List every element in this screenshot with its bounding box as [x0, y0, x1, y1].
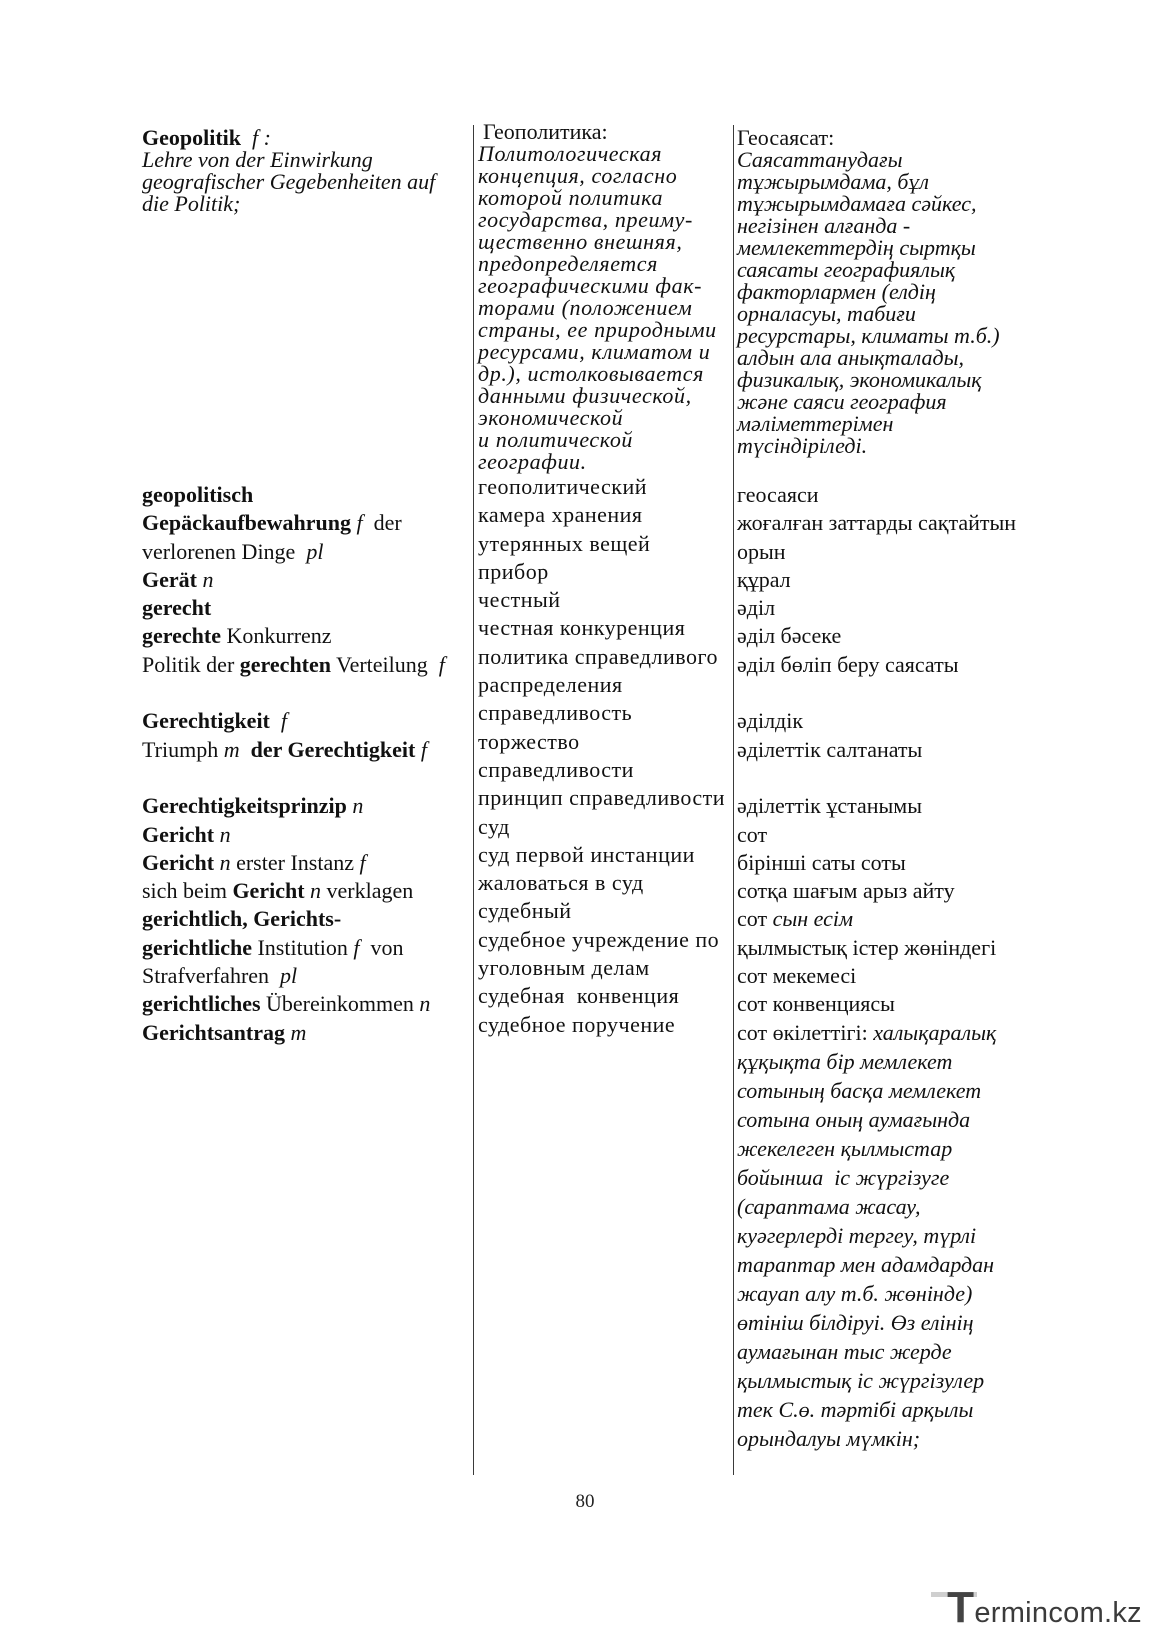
- ru-definition-line: [478, 297, 717, 319]
- italic-text: pl: [274, 963, 298, 989]
- de-term-line: [142, 622, 445, 650]
- de-term-line: [142, 990, 445, 1018]
- line-text: предопределяется: [478, 251, 658, 276]
- italic-text: m: [284, 1019, 307, 1045]
- plain-text: сот: [737, 906, 768, 932]
- kk-definition-line: [737, 215, 1000, 237]
- line-text: суд первой инстанции: [478, 841, 695, 867]
- italic-text: f: [433, 651, 445, 677]
- kk-translation-line: [737, 566, 1016, 594]
- ru-translation-line: [478, 586, 725, 614]
- column-divider-ru-kk: [733, 125, 734, 1475]
- plain-text: verlorenen Dinge: [142, 538, 301, 564]
- italic-text: f: [353, 934, 360, 960]
- de-term-line: [142, 481, 445, 509]
- ru-definition-line: [478, 231, 717, 253]
- line-text: сот: [737, 821, 768, 847]
- bold-term: gerichtliches: [142, 991, 261, 1017]
- line-text: прибор: [478, 558, 549, 584]
- italic-text: f: [359, 849, 366, 875]
- kk-translation-line: [737, 1279, 1016, 1308]
- line-text: др.), истолковывается: [478, 361, 704, 386]
- kk-translation-line: [737, 1076, 1016, 1105]
- ru-translation-line: [478, 784, 725, 812]
- line-text: торжество: [478, 728, 580, 754]
- bold-term: gerichtlich, Gerichts-: [142, 906, 342, 932]
- line-text: Lehre von der Einwirkung: [142, 147, 373, 172]
- kk-translation-line: [737, 594, 1016, 622]
- line-text: геосаяси: [737, 482, 819, 507]
- de-term-line: [142, 594, 445, 622]
- ru-definition-line: [478, 187, 717, 209]
- italic-text: n: [346, 793, 364, 819]
- bold-term: gerecht: [142, 595, 212, 621]
- italic-text: қылмыстық іс жүргізулер: [737, 1367, 985, 1393]
- bold-term: Gericht: [142, 821, 215, 847]
- plain-text: Institution: [251, 934, 354, 960]
- de-term-line: [142, 934, 445, 962]
- kk-translation-line: [737, 1163, 1016, 1192]
- kk-translation-line: [737, 849, 1016, 877]
- kk-translation-line: [737, 651, 1016, 679]
- kk-translation-line: [737, 1424, 1016, 1453]
- plain-text: sich beim: [142, 878, 233, 904]
- logo-wordmark: Termincom.kz: [947, 1583, 1142, 1632]
- italic-text: f: [269, 708, 288, 734]
- line-text: сот конвенциясы: [737, 991, 895, 1017]
- ru-translation-line: [478, 897, 725, 925]
- line-text: құрал: [737, 566, 791, 592]
- de-definition-line: [142, 193, 435, 215]
- bold-term: Gerichtsantrag: [142, 1019, 285, 1045]
- bold-term: Gerechtigkeitsprinzip: [142, 793, 347, 819]
- kk-translation-line: [737, 877, 1016, 905]
- line-text: честная конкуренция: [478, 615, 686, 641]
- kk-definition-line: [737, 369, 1000, 391]
- bold-term: Gerechtigkeit: [142, 708, 270, 734]
- line-text: которой политика: [478, 185, 664, 210]
- line-text: сотқа шағым арыз айту: [737, 878, 955, 904]
- de-term-line: [142, 792, 445, 820]
- bold-term: Gepäckaufbewahrung: [142, 510, 352, 536]
- line-text: ресурстары, климаты т.б.): [737, 323, 1000, 348]
- line-text: алдын ала анықталады,: [737, 345, 965, 370]
- de-terms-column: [142, 481, 445, 1047]
- kk-definition-line: [737, 391, 1000, 413]
- italic-text: f: [415, 736, 427, 762]
- de-term-line: [142, 651, 445, 679]
- kk-translation-line: [737, 622, 1016, 650]
- italic-text: орындалуы мүмкін;: [737, 1425, 921, 1451]
- line-text: данными физической,: [478, 383, 692, 408]
- line-text: тұжырымдама, бұл: [737, 169, 930, 194]
- de-term-line: [142, 905, 445, 933]
- bold-term: gerechte: [142, 623, 221, 649]
- line-text: судебное поручение: [478, 1011, 676, 1037]
- kk-translation-line: [737, 1019, 1016, 1047]
- line-text: сот мекемесі: [737, 963, 857, 989]
- kk-translation-line: [737, 1192, 1016, 1221]
- line-text: утерянных вещей: [478, 530, 651, 556]
- line-text: честный: [478, 587, 561, 613]
- italic-text: n: [304, 878, 322, 904]
- kk-translation-line: [737, 990, 1016, 1018]
- line-text: Саясаттанудағы: [737, 147, 903, 172]
- kk-translation-line: [737, 764, 1016, 792]
- line-text: справедливость: [478, 700, 633, 726]
- line-text: жоғалған заттарды сақтайтын: [737, 510, 1017, 536]
- line-text: щественно внешняя,: [478, 229, 683, 254]
- bold-term: gerechten: [239, 651, 332, 677]
- line-text: die Politik;: [142, 191, 241, 216]
- italic-text: n: [214, 821, 231, 847]
- italic-text: аумағынан тыс жерде: [737, 1338, 952, 1364]
- kk-translations-column: [737, 481, 1016, 1453]
- italic-text: өтініш білдіруі. Өз елінің: [737, 1309, 974, 1335]
- line-text: орналасуы, табиғи: [737, 301, 916, 326]
- de-term-line: [142, 962, 445, 990]
- ru-translation-line: [478, 1011, 725, 1039]
- italic-text: pl: [300, 538, 324, 564]
- italic-text: тараптар мен адамдардан: [737, 1251, 995, 1277]
- bold-term: Gerät: [142, 566, 197, 592]
- line-text: принцип справедливости: [478, 785, 726, 811]
- de-term-line: [142, 849, 445, 877]
- bold-term: der Gerechtigkeit: [239, 736, 416, 762]
- line-text: орын: [737, 538, 786, 564]
- italic-text: (сараптама жасау,: [737, 1193, 921, 1219]
- column-divider-de-ru: [473, 125, 474, 1475]
- termincom-logo: [947, 1583, 1142, 1633]
- line-text: әділ бәсеке: [737, 623, 842, 649]
- ru-definition-line: [478, 451, 717, 473]
- de-term-line: [142, 509, 445, 537]
- ru-translation-line: [478, 926, 725, 954]
- line-text: суд: [478, 813, 510, 839]
- italic-text: жекелеген қылмыстар: [737, 1135, 953, 1161]
- line-text: государства, преиму-: [478, 207, 693, 232]
- kk-definition: [737, 149, 1000, 457]
- italic-text: сын есім: [767, 906, 854, 932]
- ru-translation-line: [478, 558, 725, 586]
- kk-translation-line: [737, 1366, 1016, 1395]
- line-text: географии.: [478, 449, 587, 474]
- ru-translation-line: [478, 982, 725, 1010]
- ru-translation-line: [478, 841, 725, 869]
- kk-translation-line: [737, 1308, 1016, 1337]
- kk-translation-line: [737, 679, 1016, 707]
- kk-headword: Геосаясат:: [737, 125, 835, 150]
- kk-definition-line: [737, 281, 1000, 303]
- line-text: страны, ее природными: [478, 317, 717, 342]
- line-text: судебная конвенция: [478, 983, 680, 1009]
- kk-translation-line: [737, 538, 1016, 566]
- kk-translation-line: [737, 905, 1016, 933]
- line-text: тұжырымдамаға сәйкес,: [737, 191, 977, 216]
- kk-definition-line: [737, 149, 1000, 171]
- bold-term: Gericht: [142, 849, 215, 875]
- line-text: политика справедливого: [478, 643, 718, 669]
- italic-text: m: [223, 736, 240, 762]
- ru-translation-line: [478, 671, 725, 699]
- ru-definition-line: [478, 385, 717, 407]
- de-term-line: [142, 538, 445, 566]
- de-term-line: [142, 566, 445, 594]
- plain-text: verklagen: [321, 878, 414, 904]
- kk-translation-line: [737, 1337, 1016, 1366]
- kk-translation-line: [737, 1134, 1016, 1163]
- ru-translation-line: [478, 643, 725, 671]
- de-term-line: [142, 764, 445, 792]
- line-text: әділ бөліп беру саясаты: [737, 651, 959, 677]
- line-text: әділ: [737, 595, 776, 621]
- ru-definition-line: [478, 253, 717, 275]
- line-text: распределения: [478, 672, 623, 698]
- ru-definition-line: [478, 341, 717, 363]
- kk-definition-line: [737, 325, 1000, 347]
- ru-headword: Геополитика:: [483, 119, 608, 144]
- line-text: мәліметтерімен: [737, 411, 894, 436]
- ru-translation-line: [478, 501, 725, 529]
- kk-definition-line: [737, 303, 1000, 325]
- de-headword-line: [142, 127, 435, 149]
- kk-translation-line: [737, 509, 1016, 537]
- line-text: қылмыстық істер жөніндегі: [737, 934, 997, 960]
- line-text: судебный: [478, 898, 572, 924]
- ru-translation-line: [478, 614, 725, 642]
- kk-translation-line: [737, 821, 1016, 849]
- italic-text: n: [196, 566, 214, 592]
- line-text: географическими фак-: [478, 273, 703, 298]
- italic-text: жауап алу т.б. жөнінде): [737, 1280, 973, 1306]
- line-text: негізінен алғанда -: [737, 213, 911, 238]
- ru-translations-column: [478, 473, 725, 1039]
- ru-translation-line: [478, 699, 725, 727]
- plain-text: сот өкілеттігі:: [737, 1019, 874, 1045]
- ru-definition-line: [478, 209, 717, 231]
- kk-definition-line: [737, 237, 1000, 259]
- bold-term: Geopolitik: [142, 125, 242, 150]
- de-term-line: [142, 1019, 445, 1047]
- plain-text: Übereinkommen: [260, 991, 420, 1017]
- italic-text: тек С.ө. тәртібі арқылы: [737, 1396, 974, 1422]
- kk-translation-line: [737, 962, 1016, 990]
- line-text: экономической: [478, 405, 624, 430]
- line-text: бірінші саты соты: [737, 849, 906, 875]
- plain-text: Triumph: [142, 736, 224, 762]
- de-definition-line: [142, 171, 435, 193]
- de-term-line: [142, 821, 445, 849]
- line-text: әділеттік ұстанымы: [737, 793, 923, 819]
- kk-definition-line: [737, 193, 1000, 215]
- ru-definition-line: [478, 407, 717, 429]
- bold-term: gerichtliche: [142, 934, 252, 960]
- kk-translation-line: [737, 1221, 1016, 1250]
- ru-translation-line: [478, 869, 725, 897]
- line-text: факторлармен (елдің: [737, 279, 936, 304]
- plain-text: Strafverfahren: [142, 963, 275, 989]
- geopolitik-de-entry: [142, 127, 435, 215]
- italic-text: сотының басқа мемлекет: [737, 1077, 982, 1103]
- ru-translation-line: [478, 756, 725, 784]
- line-text: камера хранения: [478, 502, 643, 528]
- line-text: концепция, согласно: [478, 163, 678, 188]
- kk-definition-line: [737, 171, 1000, 193]
- ru-translation-line: [478, 954, 725, 982]
- line-text: жаловаться в суд: [478, 870, 644, 896]
- line-text: және саяси география: [737, 389, 947, 414]
- italic-text: куәгерлерді тергеу, түрлі: [737, 1222, 977, 1248]
- ru-translation-line: [478, 530, 725, 558]
- plain-text: der: [362, 510, 402, 536]
- ru-translation-line: [478, 813, 725, 841]
- kk-translation-line: [737, 1105, 1016, 1134]
- ru-definition-line: [478, 363, 717, 385]
- line-text: geografischer Gegebenheiten auf: [142, 169, 436, 194]
- line-text: торами (положением: [478, 295, 693, 320]
- kk-definition-line: [737, 435, 1000, 457]
- line-text: Политологическая: [478, 141, 663, 166]
- italic-text: n: [419, 991, 431, 1017]
- italic-text: f: [351, 510, 363, 536]
- ru-translation-line: [478, 473, 725, 501]
- kk-definition-line: [737, 413, 1000, 435]
- kk-translation-line: [737, 1250, 1016, 1279]
- page-number: 80: [575, 1491, 595, 1512]
- bold-term: geopolitisch: [142, 482, 254, 507]
- line-text: физикалық, экономикалық: [737, 367, 982, 392]
- line-text: түсіндіріледі.: [737, 433, 868, 458]
- kk-definition-line: [737, 259, 1000, 281]
- ru-definition-line: [478, 275, 717, 297]
- geosayasat-kk-entry: [737, 127, 1000, 457]
- de-definition-line: [142, 149, 435, 171]
- de-definition: [142, 149, 435, 215]
- ru-definition-line: [478, 165, 717, 187]
- plain-text: Politik der: [142, 651, 240, 677]
- line-text: уголовным делам: [478, 955, 650, 981]
- de-term-line: [142, 707, 445, 735]
- ru-translation-line: [478, 728, 725, 756]
- kk-definition-line: [737, 347, 1000, 369]
- italic-text: f :: [241, 125, 271, 150]
- kk-translation-line: [737, 707, 1016, 735]
- geopolitika-ru-entry: [478, 121, 717, 473]
- ru-definition: [478, 143, 717, 473]
- plain-text: erster Instanz: [230, 849, 360, 875]
- italic-text: n: [214, 849, 231, 875]
- kk-translation-line: [737, 736, 1016, 764]
- line-text: әділдік: [737, 708, 804, 734]
- line-text: мемлекеттердің сыртқы: [737, 235, 976, 260]
- kk-translation-line: [737, 934, 1016, 962]
- kk-translation-line: [737, 1047, 1016, 1076]
- plain-text: Konkurrenz: [221, 623, 332, 649]
- kk-translation-line: [737, 481, 1016, 509]
- kk-translation-line: [737, 1395, 1016, 1424]
- plain-text: Verteilung: [331, 651, 434, 677]
- line-text: ресурсами, климатом и: [478, 339, 711, 364]
- line-text: саясаты географиялық: [737, 257, 956, 282]
- italic-text: құқықта бір мемлекет: [737, 1048, 953, 1074]
- line-text: справедливости: [478, 756, 634, 782]
- italic-text: бойынша іс жүргізуге: [737, 1164, 950, 1190]
- line-text: судебное учреждение по: [478, 926, 720, 952]
- kk-translation-line: [737, 792, 1016, 820]
- line-text: геополитический: [478, 474, 647, 499]
- italic-text: сотына оның аумағында: [737, 1106, 971, 1132]
- ru-definition-line: [478, 319, 717, 341]
- de-term-line: [142, 679, 445, 707]
- ru-definition-line: [478, 429, 717, 451]
- ru-definition-line: [478, 143, 717, 165]
- line-text: әділеттік салтанаты: [737, 736, 923, 762]
- de-term-line: [142, 736, 445, 764]
- line-text: и политической: [478, 427, 634, 452]
- plain-text: von: [359, 934, 404, 960]
- bold-term: Gericht: [232, 878, 305, 904]
- de-term-line: [142, 877, 445, 905]
- italic-text: халықаралық: [873, 1019, 997, 1045]
